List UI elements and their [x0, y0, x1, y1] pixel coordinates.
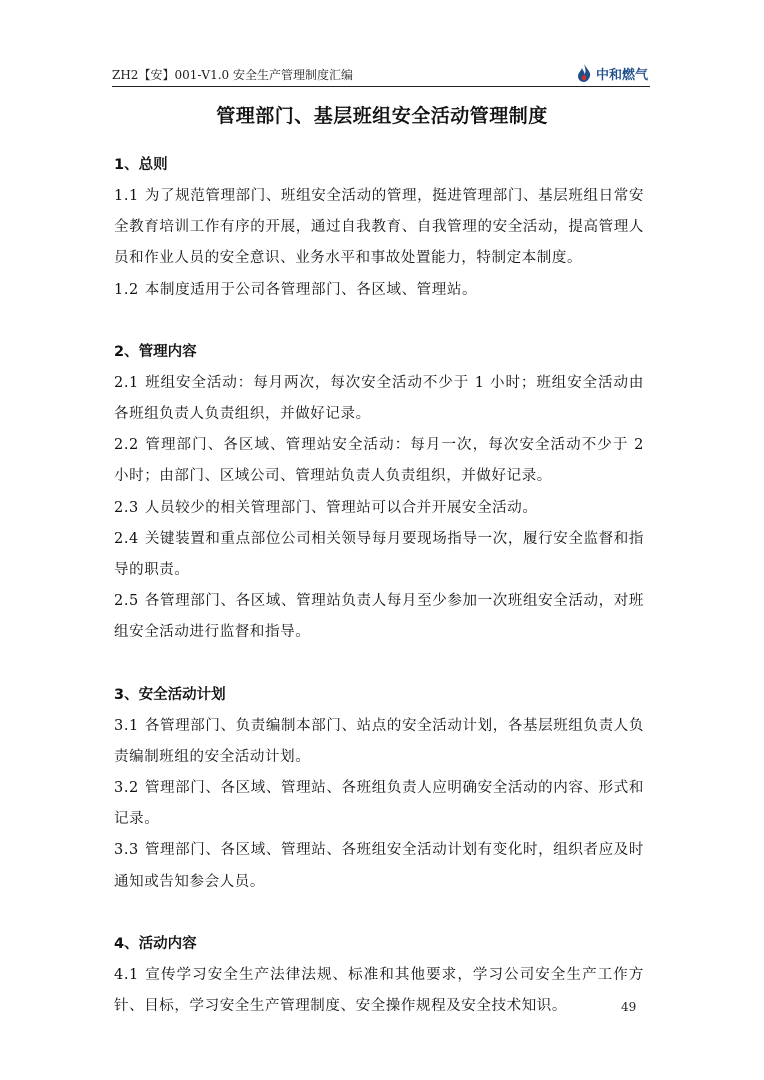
page-number: 49	[621, 1000, 637, 1014]
clause-text: 各管理部门、负责编制本部门、站点的安全活动计划，各基层班组负责人负责编制班组的安全活动计划。	[114, 717, 644, 765]
clause-text: 人员较少的相关管理部门、管理站可以合并开展安全活动。	[144, 499, 538, 516]
clause-number: 3.2	[114, 780, 139, 797]
section-heading: 3、安全活动计划	[114, 686, 226, 703]
document-body	[114, 150, 644, 1022]
clause-text: 管理部门、各区域、管理站安全活动：每月一次，每次安全活动不少于 2 小时；由部门、区域公司、管理站负责人负责组织，并做好记录。	[114, 437, 644, 485]
clause	[114, 586, 644, 648]
clause-text: 管理部门、各区域、管理站、各班组安全活动计划有变化时，组织者应及时通知或告知参会人员。	[114, 842, 644, 890]
clause-text: 本制度适用于公司各管理部门、各区域、管理站。	[144, 281, 478, 298]
clause-number: 2.1	[114, 374, 139, 391]
clause-number: 3.1	[114, 717, 139, 734]
page-title: 管理部门、基层班组安全活动管理制度	[216, 105, 548, 127]
section-heading: 1、总则	[114, 157, 168, 173]
clause	[114, 368, 644, 430]
clause-text: 宣传学习安全生产法律法规、标准和其他要求，学习公司安全生产工作方针、目标，学习安全生产管理制度、安全操作规程及安全技术知识。	[114, 966, 644, 1015]
clause-number: 2.3	[114, 499, 139, 516]
clause	[114, 773, 644, 835]
company-logo	[575, 62, 648, 84]
clause	[114, 835, 644, 897]
logo-text: 中和燃气	[595, 67, 648, 83]
clause-text: 各管理部门、各区域、管理站负责人每月至少参加一次班组安全活动，对班组安全活动进行监督和指导。	[114, 593, 644, 641]
clause	[114, 711, 644, 773]
clause-number: 2.5	[114, 593, 139, 610]
clause	[114, 524, 644, 586]
header-document-code: ZH2【安】001-V1.0 安全生产管理制度汇编	[112, 68, 353, 82]
clause	[114, 430, 644, 492]
clause-number: 2.2	[114, 437, 139, 454]
section-heading: 4、活动内容	[114, 935, 197, 952]
clause-text: 关键装置和重点部位公司相关领导每月要现场指导一次，履行安全监督和指导的职责。	[114, 530, 644, 579]
section-heading: 2、管理内容	[114, 343, 197, 360]
clause	[114, 493, 644, 524]
clause-number: 1.2	[114, 281, 139, 298]
clause-text: 为了规范管理部门、班组安全活动的管理，挺进管理部门、基层班组日常安全教育培训工作有序的开展，通过自我教育、自我管理的安全活动，提高管理人员和作业人员的安全意识、业务水平和事故处置能力，特制定本制度。	[114, 188, 644, 267]
clause	[114, 275, 644, 306]
clause-text: 班组安全活动：每月两次，每次安全活动不少于 1 小时；班组安全活动由各班组负责人负责组织，并做好记录。	[114, 374, 644, 423]
clause-number: 4.1	[114, 966, 139, 983]
flame-logo-icon	[575, 63, 593, 83]
clause	[114, 960, 644, 1022]
clause-number: 1.1	[114, 188, 139, 204]
clause	[114, 181, 644, 275]
page-header	[112, 60, 650, 87]
clause-number: 2.4	[114, 530, 139, 547]
clause-number: 3.3	[114, 842, 139, 859]
clause-text: 管理部门、各区域、管理站、各班组负责人应明确安全活动的内容、形式和记录。	[114, 780, 644, 828]
